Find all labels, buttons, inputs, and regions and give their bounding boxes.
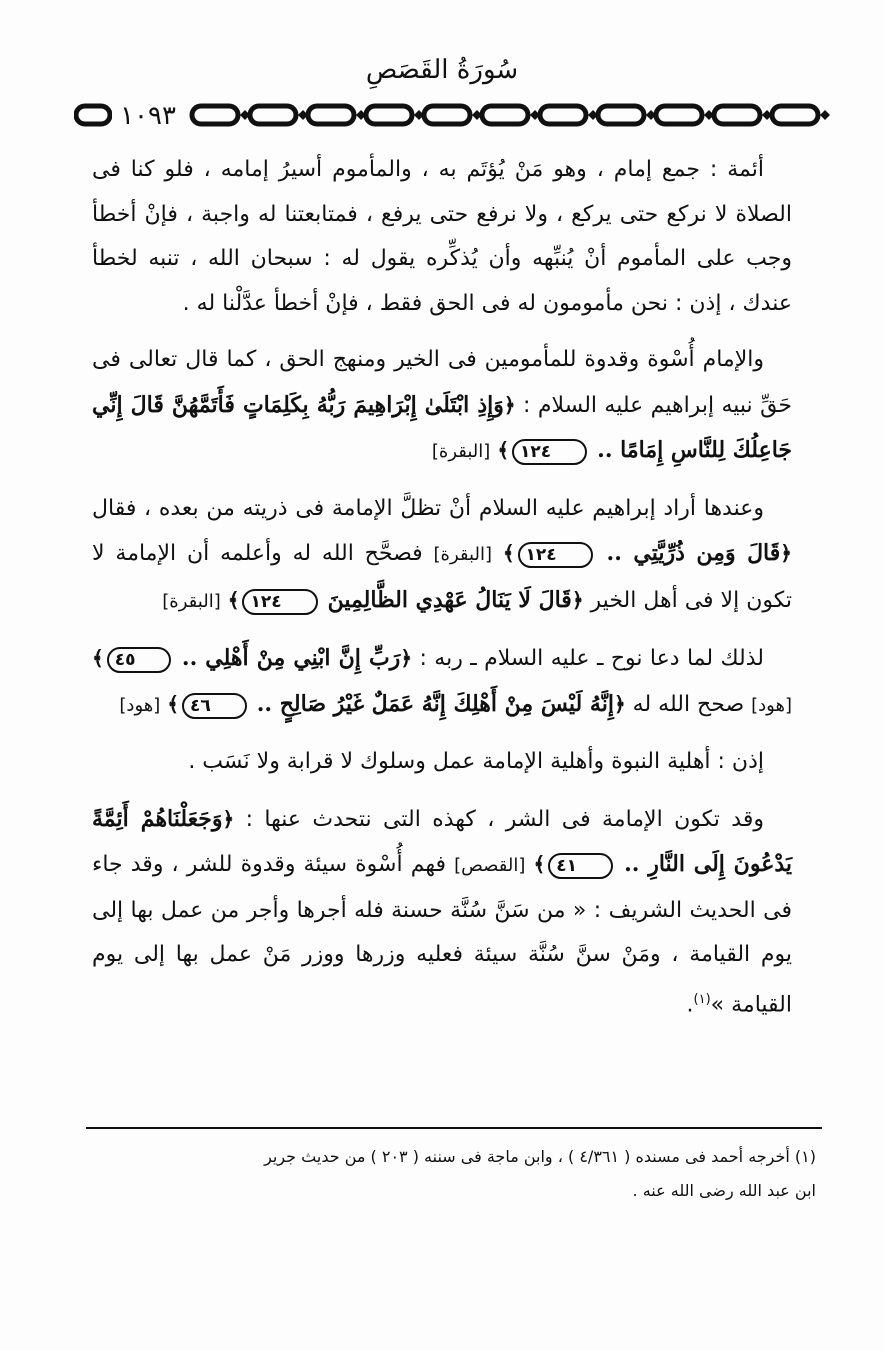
quran-verse: وَجَعَلْنَاهُمْ أَئِمَّةً يَدْعُونَ إِلَى النَّارِ .. [92,805,792,877]
verse-number-badge: ٤١ [548,853,613,879]
footnotes [86,1140,816,1208]
verse-number-badge: ١٢٤ [518,542,593,568]
paragraph-text: وعندها أراد إبراهيم عليه السلام أنْ تظلَّ الإمامة فى ذريته من بعده ، فقال [92,495,764,521]
paragraph-text: صحح الله له [632,691,745,717]
verse-number-badge: ١٢٤ [512,439,587,465]
verse-open-ornament: ﴿ [571,587,584,612]
footnote-1-line-2: ابن عبد الله رضى الله عنه . [632,1181,816,1200]
verse-open-ornament: ﴿ [503,392,516,417]
paragraph-text: والإمام أُسْوة وقدوة للمأمومين فى الخير ومنهج الحق ، كما قال تعالى فى حَقِّ نبيه إبراهيم عليه السلام : [92,347,793,418]
verse-close-ornament: ﴾ [533,852,546,876]
surah-reference: [هود] [119,694,161,716]
verse-number-badge: ٤٥ [107,647,172,673]
verse-close-ornament: ﴾ [167,691,179,716]
surah-reference: [البقرة] [431,441,491,462]
paragraph-text: فهم أُسْوة سيئة وقدوة للشر ، وقد جاء فى الحديث الشريف : « من سَنَّ سُنَّة حسنة فله أجرها وأجر من عمل بها إلى يوم القيامة ، ومَنْ سنَّ سُنَّة سيئة فعليه وزرها ووزر مَنْ عمل بها إلى يوم القيامة » [92,852,792,1017]
paragraph-evil-imams: وقد تكون الإمامة فى الشر ، كهذه التى نتحدث عنها : ﴿وَجَعَلْنَاهُمْ أَئِمَّةً يَدْعُونَ إِلَى النَّارِ .. ٤١﴾ [القصص] فهم أُسْوة سيئة وقدوة للشر ، وقد جاء فى الحديث الشريف : « من سَنَّ سُنَّة حسنة فله أجرها وأجر من عمل بها إلى يوم القيامة ، ومَنْ سنَّ سُنَّة سيئة فعليه وزرها ووزر مَنْ عمل بها إلى يوم القيامة »$^{(١)}$. [92,805,792,1017]
verse-open-ornament: ﴿ [222,806,235,831]
surah-reference: [القصص] [454,855,526,876]
verse-open-ornament: ﴿ [613,691,626,716]
verse-number-badge: ٤٦ [182,693,247,719]
surah-reference: [البقرة] [162,590,221,612]
paragraph-ibrahim-imamate [92,338,792,475]
verse-number-badge: ١٢٤ [242,589,317,615]
footnote-1-line-1: (١) أخرجه أحمد فى مسنده ( ٤/٣٦١ ) ، وابن ماجة فى سننه ( ٢٠٣ ) من حديث جرير [264,1147,816,1166]
surah-title: سُورَةُ القَصَصِ [365,55,519,85]
surah-reference: [البقرة] [433,544,492,565]
paragraph-ibrahim-progeny [92,487,792,625]
verse-close-ornament: ﴾ [92,646,104,670]
footnote-reference: (١) [693,991,711,1007]
quran-verse: رَبِّ إِنَّ ابْنِي مِنْ أَهْلِي .. [181,645,401,671]
paragraph-imams-definition: أئمة : جمع إمام ، وهو مَنْ يُؤتَم به ، والمأموم أسيرُ إمامه ، فلو كنا فى الصلاة لا نركع حتى يركع ، ولا نرفع حتى يرفع ، فمتابعتنا له واجبة ، فإنْ أخطأ وجب على المأموم أنْ يُنبِّهه وأن يُذكِّره يقول له : سبحان الله ، تنبه لخطأ عندك ، إذن : نحن مأمومون له فى الحق فقط ، فإنْ أخطأ عدَّلْنا له . [92,157,792,316]
surah-reference: [هود] [751,694,792,716]
paragraph-text: فصحَّح الله له وأعلمه أن الإمامة لا تكون إلا فى أهل الخير [92,541,792,613]
quran-verse: إِنَّهُ لَيْسَ مِنْ أَهْلِكَ إِنَّهُ عَمَلٌ غَيْرُ صَالِحٍ .. [256,690,614,717]
quran-verse: قَالَ لَا يَنَالُ عَهْدِي الظَّالِمِينَ [327,586,572,613]
quran-verse: وَإِذِ ابْتَلَىٰ إِبْرَاهِيمَ رَبُّهُ بِكَلِمَاتٍ فَأَتَمَّهُنَّ قَالَ إِنِّي جَاعِلُكَ لِلنَّاسِ إِمَامًا .. [92,391,792,463]
paragraph-text: لذلك لما دعا نوح ـ عليه السلام ـ ربه : [419,646,764,671]
quran-verse: قَالَ وَمِن ذُرِّيَّتِي .. [606,540,781,566]
main-text [92,148,792,1039]
footnote-divider [86,1127,822,1129]
verse-open-ornament: ﴿ [400,646,413,670]
page-number: ١٠٩٣ [112,100,184,132]
verse-close-ornament: ﴾ [227,587,240,612]
paragraph-text: وقد تكون الإمامة فى الشر ، كهذه التى نتحدث عنها : [245,806,764,832]
verse-close-ornament: ﴾ [502,541,515,565]
verse-open-ornament: ﴿ [780,541,792,565]
decorative-chain-border [74,96,830,136]
paragraph-nuh-prayer [92,636,792,728]
verse-close-ornament: ﴾ [497,438,510,462]
paragraph-conclusion: إذن : أهلية النبوة وأهلية الإمامة عمل وسلوك لا قرابة ولا نَسَب . [188,749,764,774]
